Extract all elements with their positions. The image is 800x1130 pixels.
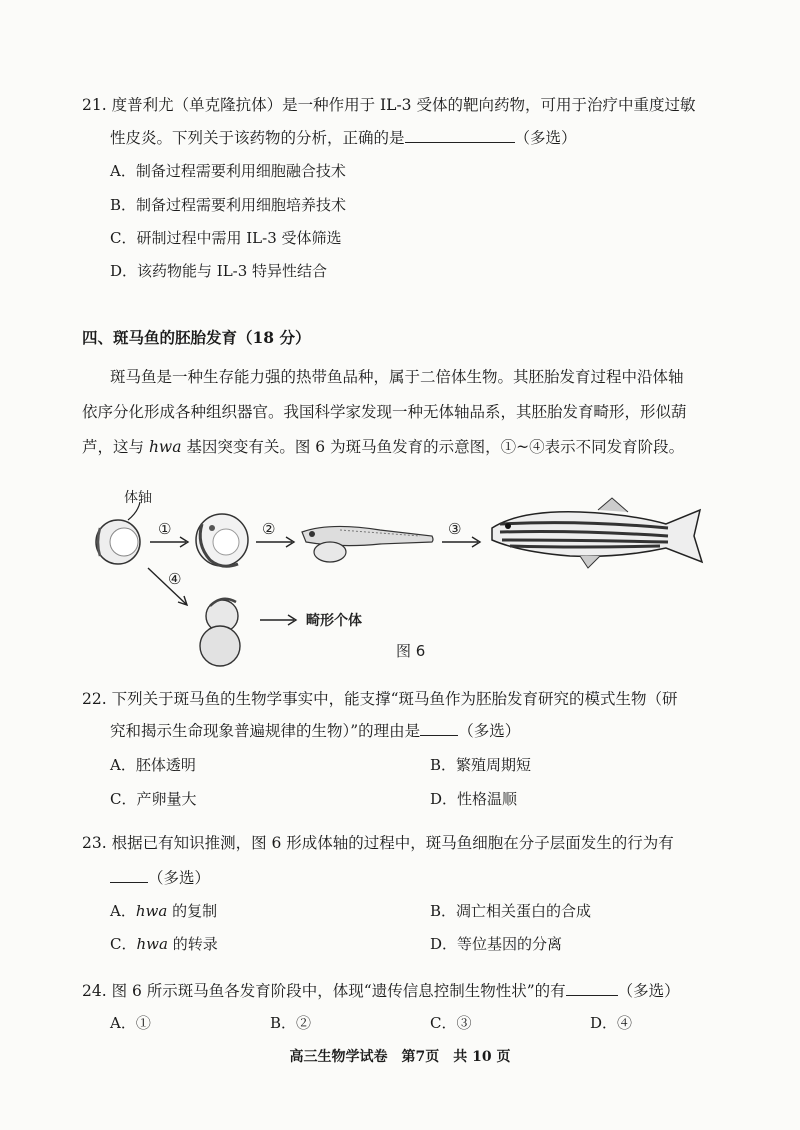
q21-suffix: （多选）: [514, 129, 577, 147]
figure-6: [0, 480, 800, 680]
q22-suffix: （多选）: [458, 722, 521, 740]
q23-option-a: A．hwa 的复制: [110, 902, 218, 920]
q23-stem-1: 根据已有知识推测，图 6 形成体轴的过程中，斑马鱼细胞在分子层面发生的行为有: [111, 834, 674, 852]
q23-option-c: C．hwa 的转录: [110, 935, 218, 953]
q22-stem-2: 究和揭示生命现象普遍规律的生物）”的理由是: [110, 722, 421, 740]
q23-option-d: D．等位基因的分离: [430, 935, 563, 953]
stage-2-label: ②: [262, 520, 276, 538]
q21-number: 21.: [82, 96, 107, 114]
q22-option-b: B．繁殖周期短: [430, 756, 532, 774]
q24-option-d: D．④: [590, 1014, 633, 1032]
q24-suffix: （多选）: [617, 982, 680, 1000]
q21-option-c: C．研制过程中需用 IL-3 受体筛选: [110, 229, 342, 247]
q21-line1: [82, 94, 695, 116]
q24-option-c: C．③: [430, 1014, 472, 1032]
q23-answer-blank[interactable]: [110, 868, 148, 883]
deformed-label: 畸形个体: [306, 613, 362, 629]
axis-label: 体轴: [124, 490, 152, 506]
q23-suffix: （多选）: [148, 869, 211, 887]
q24-option-b: B．②: [270, 1014, 312, 1032]
q21-answer-blank[interactable]: [405, 128, 515, 143]
q21-stem-1: 度普利尤（单克隆抗体）是一种作用于 IL-3 受体的靶向药物，可用于治疗中重度过敏: [111, 96, 696, 114]
page-footer: 高三生物学试卷 第7页 共 10 页: [289, 1049, 511, 1065]
section4-para-line3: 芦，这与 hwa 基因突变有关。图 6 为斑马鱼发育的示意图，①~④表示不同发育阶段。: [82, 438, 685, 456]
section4-title: 四、斑马鱼的胚胎发育（18 分）: [82, 328, 311, 347]
q21-option-a: A．制备过程需要利用细胞融合技术: [110, 162, 346, 180]
q21-option-b: B．制备过程需要利用细胞培养技术: [110, 196, 347, 214]
stage-4-label: ④: [168, 570, 182, 588]
deformed-embryo: [200, 599, 240, 666]
adult-zebrafish: [492, 498, 702, 568]
segmentation-embryo: [196, 514, 248, 566]
q23-number: 23.: [82, 834, 107, 852]
q21-line2: [110, 127, 577, 149]
q22-option-c: C．产卵量大: [110, 790, 197, 808]
q24-option-a: A．①: [110, 1014, 151, 1032]
q23-line1: [82, 832, 674, 854]
q23-option-b: B．凋亡相关蛋白的合成: [430, 902, 592, 920]
q22-line1: [82, 688, 678, 710]
q24-number: 24.: [82, 982, 107, 1000]
larva: [302, 526, 433, 562]
q22-stem-1: 下列关于斑马鱼的生物学事实中，能支撑“斑马鱼作为胚胎发育研究的模式生物（研: [111, 690, 678, 708]
q22-option-d: D．性格温顺: [430, 790, 518, 808]
q22-answer-blank[interactable]: [420, 721, 458, 736]
figure-caption: 图 6: [396, 642, 426, 660]
section4-para-line2: 依序分化形成各种组织器官。我国科学家发现一种无体轴品系，其胚胎发育畸形，形似葫: [82, 403, 687, 421]
q24-line1: [82, 980, 680, 1002]
q24-answer-blank[interactable]: [566, 981, 618, 996]
stage-1-label: ①: [158, 520, 172, 538]
stage-3-label: ③: [448, 520, 462, 538]
section4-para-line1: 斑马鱼是一种生存能力强的热带鱼品种，属于二倍体生物。其胚胎发育过程中沿体轴: [110, 368, 684, 386]
early-embryo: [96, 520, 140, 564]
q23-line2: [110, 867, 210, 889]
q21-option-d: D．该药物能与 IL-3 特异性结合: [110, 262, 328, 280]
q22-option-a: A．胚体透明: [110, 756, 196, 774]
q21-stem-2: 性皮炎。下列关于该药物的分析，正确的是: [110, 129, 405, 147]
hwa-gene: hwa: [148, 438, 182, 456]
q22-line2: [110, 720, 520, 742]
q24-stem-1: 图 6 所示斑马鱼各发育阶段中，体现“遗传信息控制生物性状”的有: [111, 982, 566, 1000]
q22-number: 22.: [82, 690, 107, 708]
